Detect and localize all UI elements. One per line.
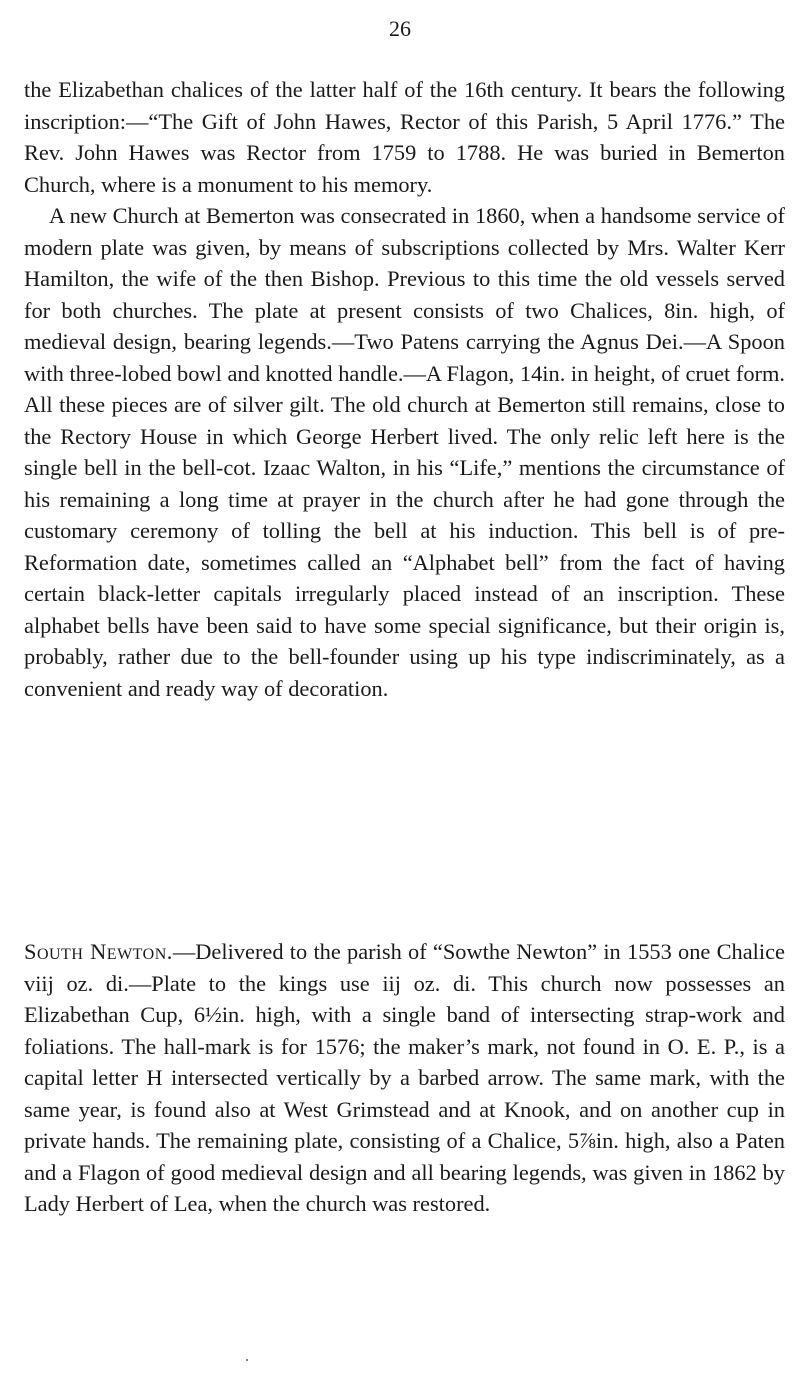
paragraph-bemerton-church: A new Church at Bemerton was consecrated in 1860, when a handsome service of modern plate was given, by means of subscriptions collected by Mrs. Walter Kerr Hamilton, the wife of the then Bishop. Previous to this time the old vessels served for both churches. The plate at present consists of two Chalices, 8in. high, of medieval design, bearing legends.—Two Patens carrying the Agnus Dei.—A Spoon with three-lobed bowl and knotted handle.—A Flagon, 14in. in height, of cruet form. All these pieces are of silver gilt. The old church at Bemerton still remains, close to the Rectory House in which George Herbert lived. The only relic left here is the single bell in the bell-cot. Izaac Walton, in his “Life,” mentions the circumstance of his remaining a long time at prayer in the church after he had gone through the customary ceremony of tolling the bell at his induction. This bell is of pre-Reformation date, sometimes called an “Alphabet bell” from the fact of having certain black-letter capitals irregularly placed instead of an inscription. These alphabet bells have been said to have some special significance, but their origin is, probably, rather due to the bell-founder using up his type indiscriminately, as a convenient and ready way of decoration. <box>24 203 785 701</box>
paragraph-chalice-inscription: the Elizabethan chalices of the latter half of the 16th century. It bears the following inscription:—“The Gift of John Hawes, Rector of this Parish, 5 April 1776.” The Rev. John Hawes was Rector from 1759 to 1788. He was buried in Bemerton Church, where is a monument to his memory. <box>24 77 785 197</box>
paragraph-south-newton <box>24 936 785 1220</box>
section-heading-south-newton: South Newton. <box>24 939 173 964</box>
page-number: 26 <box>389 16 411 41</box>
text-block-south-newton <box>24 936 785 1220</box>
paragraph-south-newton-text: —Delivered to the parish of “Sowthe Newton” in 1553 one Chalice viij oz. di.—Plate to the kings use iij oz. di. This church now possesses an Elizabethan Cup, 6½in. high, with a single band of intersecting strap-work and foliations. The hall-mark is for 1576; the maker’s mark, not found in O. E. P., is a capital letter H intersected vertically by a barbed arrow. The same mark, with the same year, is found also at West Grimstead and at Knook, and on another cup in private hands. The remaining plate, consisting of a Chalice, 5⅞in. high, also a Paten and a Flagon of good medieval design and all bearing legends, was given in 1862 by Lady Herbert of Lea, when the church was restored. <box>24 939 785 1216</box>
text-block-upper <box>24 74 785 704</box>
print-speck <box>246 1359 248 1361</box>
